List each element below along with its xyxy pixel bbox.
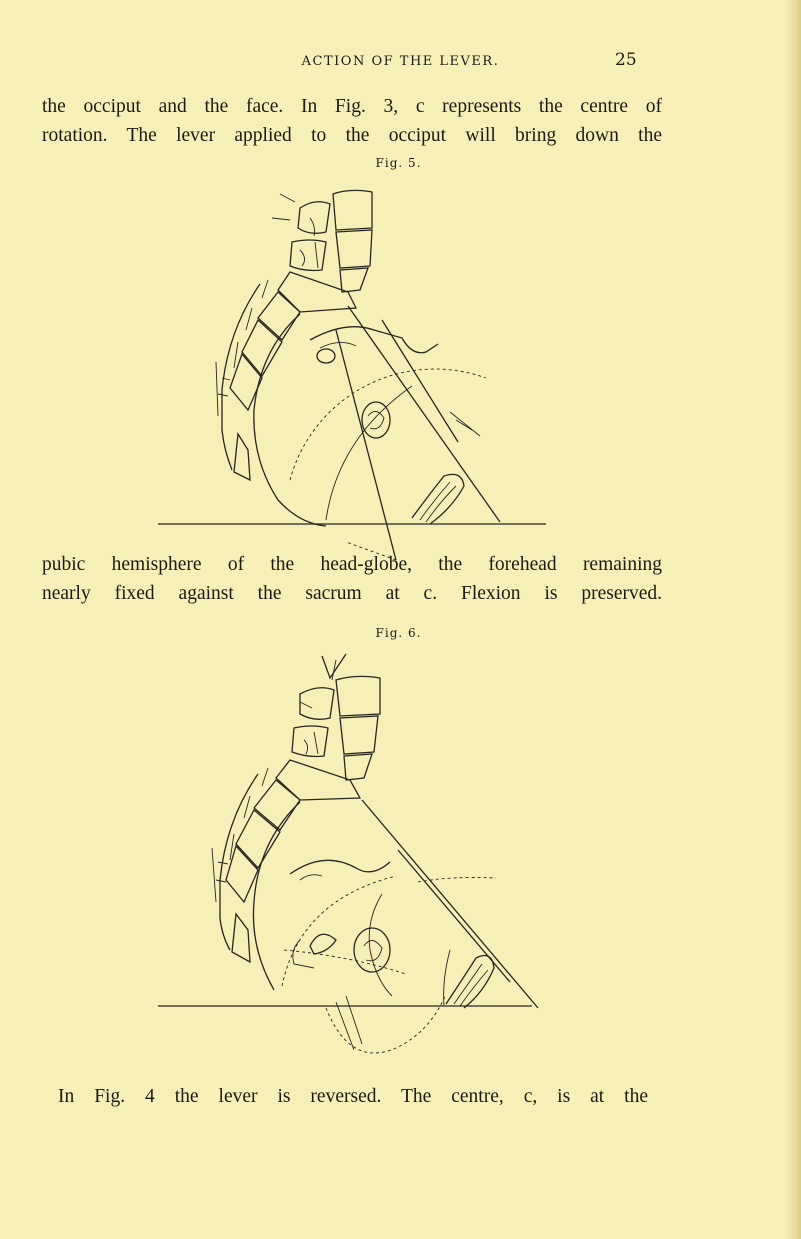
- figure-caption-5: Fig. 5.: [375, 156, 422, 170]
- paragraph-2: [42, 550, 662, 608]
- page-edge: [787, 0, 801, 1239]
- paragraph-line: nearly fixed against the sacrum at c. Flexion is preserved.: [42, 583, 662, 604]
- paragraph-line: In Fig. 4 the lever is reversed. The centre, c, is at the: [58, 1086, 648, 1107]
- running-title: ACTION OF THE LEVER.: [301, 54, 500, 69]
- paragraph-1: [42, 92, 662, 150]
- paragraph-line: rotation. The lever applied to the occiput will bring down the: [42, 125, 662, 146]
- figure-caption-6: Fig. 6.: [375, 626, 422, 640]
- figure-6-illustration: [150, 650, 560, 1075]
- page-number: 25: [615, 50, 637, 70]
- paragraph-3: [58, 1082, 648, 1111]
- figure-5-illustration: [150, 180, 560, 565]
- paragraph-line: pubic hemisphere of the head-globe, the forehead remaining: [42, 554, 662, 575]
- paragraph-line: the occiput and the face. In Fig. 3, c represents the centre of: [42, 96, 662, 117]
